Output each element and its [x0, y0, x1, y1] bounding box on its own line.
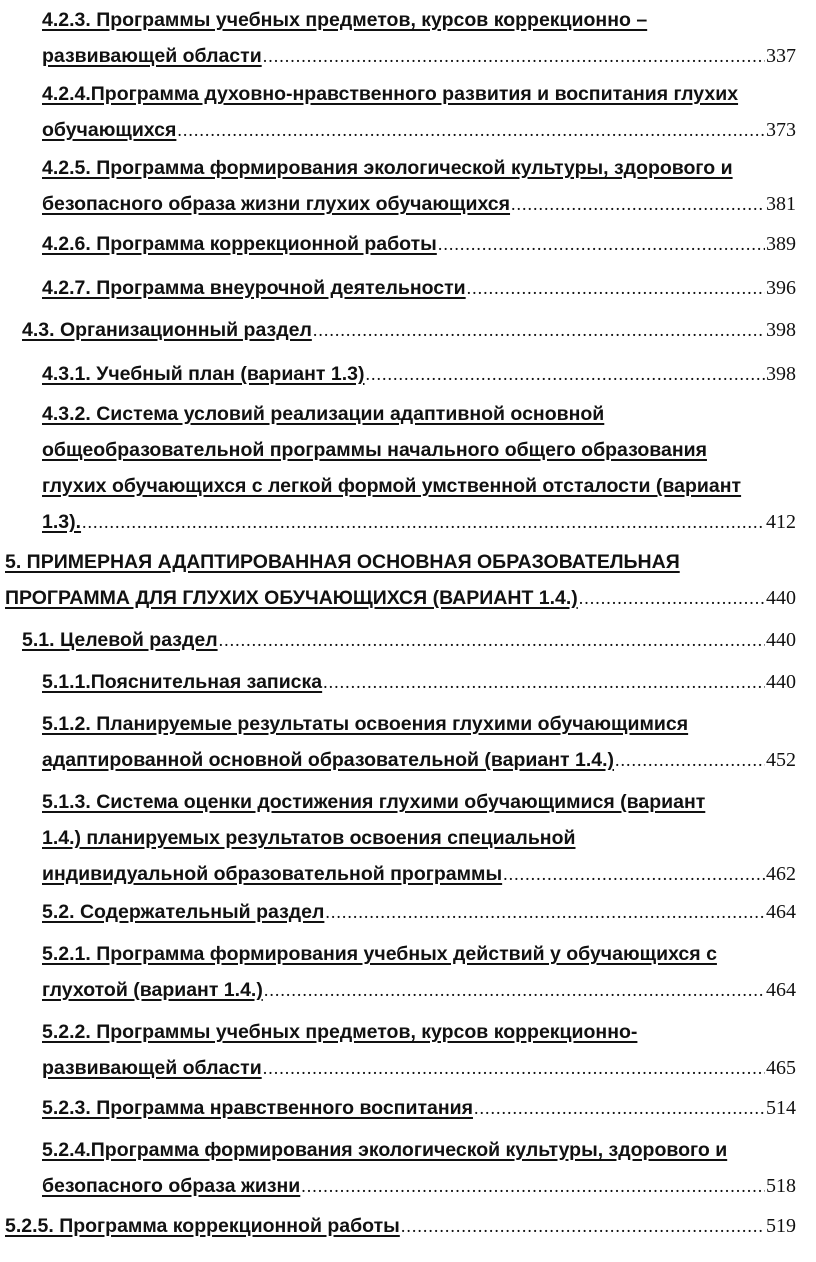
leader-dots	[323, 664, 765, 700]
toc-entry-4-3-2[interactable]	[42, 396, 796, 540]
toc-entry-line	[42, 706, 796, 742]
toc-page-number: 398	[766, 363, 796, 385]
toc-entry-4-3[interactable]	[22, 312, 796, 348]
toc-entry-title: развивающей области	[42, 1057, 262, 1079]
toc-entry-title: глухотой (вариант 1.4.)	[42, 979, 263, 1001]
toc-page-number: 440	[766, 671, 796, 693]
toc-entry-line	[22, 312, 796, 348]
leader-dots	[263, 1050, 765, 1086]
toc-entry-title: 4.2.6. Программа коррекционной работы	[42, 233, 437, 255]
toc-entry-line	[22, 622, 796, 658]
toc-entry-5-1[interactable]	[22, 622, 796, 658]
toc-entry-4-2-6[interactable]	[42, 226, 796, 262]
toc-entry-title: 4.2.3. Программы учебных предметов, курсов коррекционно –	[42, 9, 648, 31]
leader-dots	[438, 226, 765, 262]
toc-entry-title: безопасного образа жизни	[42, 1175, 301, 1197]
leader-dots	[313, 312, 765, 348]
toc-entry-line	[42, 226, 796, 262]
leader-dots	[219, 622, 765, 658]
toc-entry-4-2-5[interactable]	[42, 150, 796, 222]
toc-entry-5-1-2[interactable]	[42, 706, 796, 778]
toc-entry-5-2-1[interactable]	[42, 936, 796, 1008]
toc-entry-line	[42, 2, 796, 38]
toc-entry-line	[42, 742, 796, 778]
toc-entry-title: 5. ПРИМЕРНАЯ АДАПТИРОВАННАЯ ОСНОВНАЯ ОБРАЗОВАТЕЛЬНАЯ	[5, 551, 680, 573]
toc-entry-line	[42, 1014, 796, 1050]
toc-entry-line	[42, 270, 796, 306]
toc-entry-4-2-7[interactable]	[42, 270, 796, 306]
toc-entry-title: 5.1.1.Пояснительная записка	[42, 671, 323, 693]
toc-page-number: 462	[766, 863, 796, 885]
toc-entry-5-1-1[interactable]	[42, 664, 796, 700]
toc-entry-4-2-3[interactable]	[42, 2, 796, 74]
toc-page-number: 337	[766, 45, 796, 67]
toc-entry-title: 4.2.5. Программа формирования экологической культуры, здорового и	[42, 157, 733, 179]
toc-entry-5-2[interactable]	[42, 894, 796, 930]
toc-entry-line	[42, 1090, 796, 1126]
toc-entry-line	[42, 76, 796, 112]
toc-entry-title: 5.1.3. Система оценки достижения глухими обучающимися (вариант	[42, 791, 706, 813]
toc-page-number: 464	[766, 901, 796, 923]
toc-entry-title: 4.2.7. Программа внеурочной деятельности	[42, 277, 466, 299]
toc-page-number: 389	[766, 233, 796, 255]
toc-entry-title: 4.3. Организационный раздел	[22, 319, 312, 341]
toc-entry-line	[42, 664, 796, 700]
toc-entry-line	[42, 468, 796, 504]
toc-entry-line	[42, 784, 796, 820]
toc-entry-line	[42, 504, 796, 540]
toc-entry-title: 4.3.2. Система условий реализации адаптивной основной	[42, 403, 605, 425]
toc-entry-title: 4.2.4.Программа духовно-нравственного развития и воспитания глухих	[42, 83, 739, 105]
toc-entry-4-3-1[interactable]	[42, 356, 796, 392]
toc-entry-line	[42, 38, 796, 74]
toc-entry-title: 5.2.1. Программа формирования учебных действий у обучающихся с	[42, 943, 717, 965]
toc-entry-title: 5.1.2. Планируемые результаты освоения глухими обучающимися	[42, 713, 689, 735]
toc-entry-5[interactable]	[5, 544, 796, 616]
toc-entry-line	[42, 856, 796, 892]
toc-entry-line	[42, 396, 796, 432]
toc-entry-title: безопасного образа жизни глухих обучающихся	[42, 193, 511, 215]
toc-entry-title: общеобразовательной программы начального общего образования	[42, 439, 707, 461]
leader-dots	[615, 742, 765, 778]
leader-dots	[366, 356, 766, 392]
toc-entry-title: индивидуальной образовательной программы	[42, 863, 503, 885]
toc-entry-line	[42, 820, 796, 856]
leader-dots	[177, 112, 765, 148]
leader-dots	[301, 1168, 765, 1204]
toc-entry-title: 5.1. Целевой раздел	[22, 629, 218, 651]
toc-entry-line	[5, 544, 796, 580]
toc-entry-line	[42, 936, 796, 972]
leader-dots	[579, 580, 765, 616]
toc-entry-line	[42, 972, 796, 1008]
leader-dots	[474, 1090, 765, 1126]
leader-dots	[82, 504, 765, 540]
leader-dots	[401, 1208, 765, 1244]
toc-entry-title: 5.2.4.Программа формирования экологической культуры, здорового и	[42, 1139, 728, 1161]
toc-entry-5-1-3[interactable]	[42, 784, 796, 892]
leader-dots	[263, 38, 765, 74]
toc-entry-line	[42, 894, 796, 930]
toc-entry-line	[42, 1168, 796, 1204]
toc-entry-title: глухих обучающихся с легкой формой умственной отсталости (вариант	[42, 475, 742, 497]
toc-page-number: 373	[766, 119, 796, 141]
toc-page-number: 440	[766, 629, 796, 651]
toc-entry-title: 5.2. Содержательный раздел	[42, 901, 325, 923]
toc-entry-line	[42, 432, 796, 468]
toc-entry-5-2-2[interactable]	[42, 1014, 796, 1086]
toc-entry-title: развивающей области	[42, 45, 262, 67]
toc-entry-title: 5.2.3. Программа нравственного воспитания	[42, 1097, 473, 1119]
toc-page-number: 465	[766, 1057, 796, 1079]
toc-page-number: 396	[766, 277, 796, 299]
toc-entry-5-2-5[interactable]	[5, 1208, 796, 1244]
toc-entry-line	[42, 1050, 796, 1086]
toc-entry-5-2-3[interactable]	[42, 1090, 796, 1126]
toc-entry-title: 5.2.2. Программы учебных предметов, курсов коррекционно-	[42, 1021, 638, 1043]
toc-entry-title: адаптированной основной образовательной (вариант 1.4.)	[42, 749, 615, 771]
toc-entry-title: 1.4.) планируемых результатов освоения специальной	[42, 827, 576, 849]
toc-page-number: 519	[766, 1215, 796, 1237]
toc-entry-line	[5, 1208, 796, 1244]
toc-entry-line	[42, 186, 796, 222]
leader-dots	[511, 186, 765, 222]
toc-entry-title: 4.3.1. Учебный план (вариант 1.3)	[42, 363, 365, 385]
toc-entry-5-2-4[interactable]	[42, 1132, 796, 1204]
toc-entry-title: обучающихся	[42, 119, 177, 141]
leader-dots	[503, 856, 765, 892]
toc-entry-title: 5.2.5. Программа коррекционной работы	[5, 1215, 400, 1237]
toc-entry-line	[42, 356, 796, 392]
toc-page-number: 514	[766, 1097, 796, 1119]
toc-page-number: 398	[766, 319, 796, 341]
toc-entry-line	[42, 150, 796, 186]
leader-dots	[467, 270, 765, 306]
leader-dots	[325, 894, 765, 930]
toc-entry-title: ПРОГРАММА ДЛЯ ГЛУХИХ ОБУЧАЮЩИХСЯ (ВАРИАНТ 1.4.)	[5, 587, 578, 609]
toc-page-number: 452	[766, 749, 796, 771]
toc-entry-line	[5, 580, 796, 616]
toc-page-number: 412	[766, 511, 796, 533]
leader-dots	[264, 972, 765, 1008]
toc-page-number: 381	[766, 193, 796, 215]
toc-page-number: 518	[766, 1175, 796, 1197]
toc-entry-line	[42, 1132, 796, 1168]
toc-page-number: 464	[766, 979, 796, 1001]
toc-entry-title: 1.3).	[42, 511, 82, 533]
toc-entry-4-2-4[interactable]	[42, 76, 796, 148]
toc-page-number: 440	[766, 587, 796, 609]
toc-entry-line	[42, 112, 796, 148]
